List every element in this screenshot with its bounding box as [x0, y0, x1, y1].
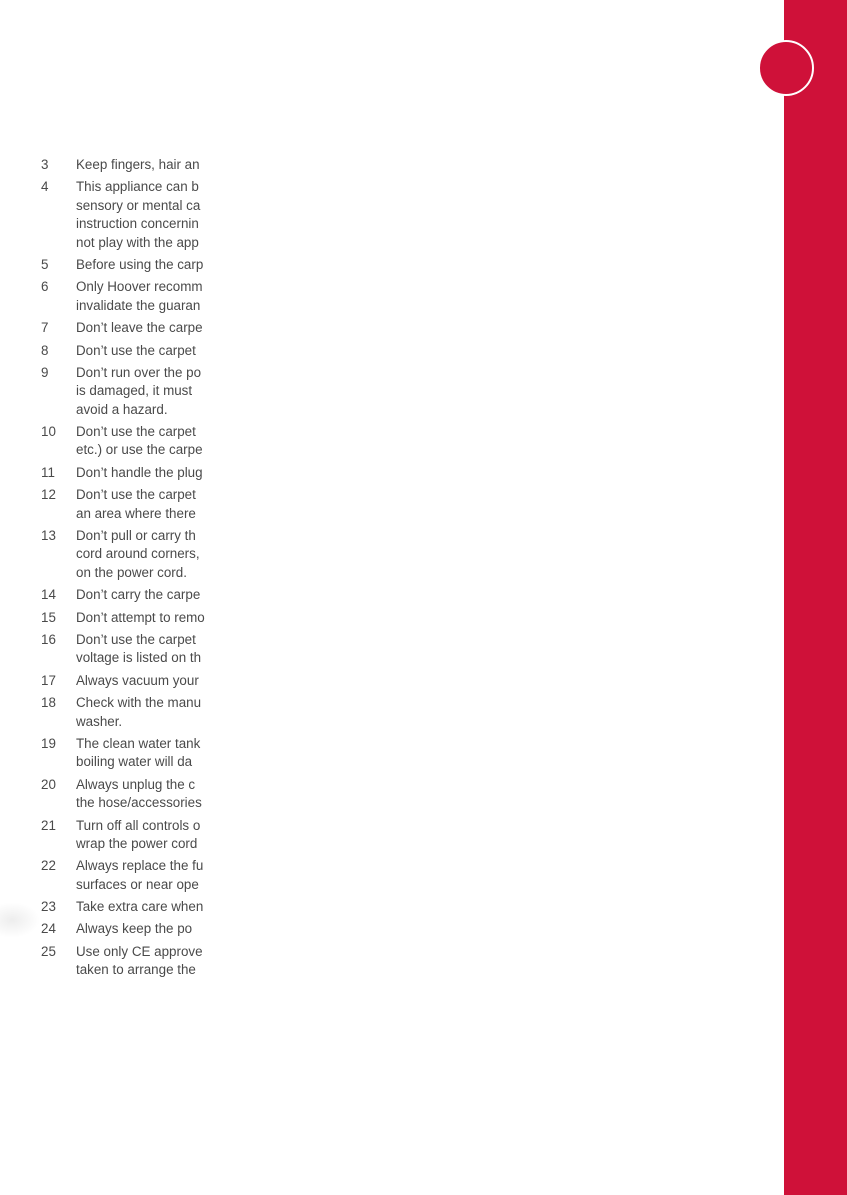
- list-item: [0, 278, 784, 315]
- list-item: [0, 898, 784, 916]
- item-text-line: on the power cord.: [76, 564, 187, 580]
- item-text-line: Don’t use the carpet: [76, 424, 196, 440]
- item-number: 16: [41, 631, 56, 647]
- list-item: [0, 857, 784, 894]
- item-text: [76, 586, 216, 604]
- item-text: [76, 817, 216, 854]
- item-text: [76, 342, 216, 360]
- list-item: [0, 631, 784, 668]
- item-text: [76, 278, 216, 315]
- accent-side-bar: [784, 0, 847, 1195]
- list-item: [0, 156, 784, 174]
- item-text: [76, 776, 216, 813]
- item-number: 11: [41, 464, 55, 480]
- list-item: [0, 586, 784, 604]
- item-text-line: instruction concernin: [76, 216, 199, 232]
- item-number: 13: [41, 528, 56, 544]
- item-number: 21: [41, 817, 56, 833]
- item-text-line: wrap the power cord: [76, 835, 198, 851]
- item-text-line: Don’t leave the carpe: [76, 320, 203, 336]
- item-number: 4: [41, 179, 49, 195]
- item-text-line: washer.: [76, 713, 123, 729]
- item-text: [76, 486, 216, 523]
- item-number: 7: [41, 320, 49, 336]
- item-text-line: taken to arrange the: [76, 962, 196, 978]
- item-text-line: Don’t pull or carry th: [76, 528, 196, 544]
- item-text: [76, 156, 216, 174]
- item-text-line: avoid a hazard.: [76, 401, 168, 417]
- item-text: [76, 178, 216, 252]
- item-text-line: Don’t attempt to remo: [76, 609, 205, 625]
- item-text: [76, 631, 216, 668]
- item-number: 8: [41, 342, 49, 358]
- item-text: [76, 364, 216, 419]
- item-text: [76, 423, 216, 460]
- item-text: [76, 319, 216, 337]
- item-text: [76, 898, 216, 916]
- item-text: [76, 609, 216, 627]
- item-number: 24: [41, 921, 56, 937]
- item-text: [76, 735, 216, 772]
- item-text: [76, 943, 216, 980]
- page-tab-circle: [758, 40, 814, 96]
- item-text-line: sensory or mental ca: [76, 197, 201, 213]
- list-item: [0, 943, 784, 980]
- item-number: 5: [41, 256, 49, 272]
- item-number: 10: [41, 424, 56, 440]
- list-item: [0, 364, 784, 419]
- item-text-line: the hose/accessories: [76, 795, 202, 811]
- list-item: [0, 319, 784, 337]
- item-number: 12: [41, 487, 56, 503]
- item-text-line: is damaged, it must: [76, 383, 193, 399]
- item-text: [76, 256, 216, 274]
- list-item: [0, 672, 784, 690]
- item-number: 18: [41, 695, 56, 711]
- item-text-line: an area where there: [76, 505, 196, 521]
- item-text-line: Don’t use the carpet: [76, 631, 196, 647]
- safety-instructions-list: [0, 156, 784, 984]
- item-number: 25: [41, 943, 56, 959]
- item-text: [76, 464, 216, 482]
- list-item: [0, 342, 784, 360]
- item-text: [76, 920, 216, 938]
- item-text: [76, 672, 216, 690]
- item-number: 19: [41, 735, 56, 751]
- item-number: 9: [41, 364, 49, 380]
- item-text-line: Don’t run over the po: [76, 364, 202, 380]
- list-item: [0, 464, 784, 482]
- item-text-line: This appliance can b: [76, 179, 199, 195]
- item-text-line: Always vacuum your: [76, 672, 199, 688]
- list-item: [0, 920, 784, 938]
- item-text-line: Take extra care when: [76, 899, 204, 915]
- item-number: 6: [41, 279, 49, 295]
- item-text-line: surfaces or near ope: [76, 876, 199, 892]
- list-item: [0, 776, 784, 813]
- list-item: [0, 817, 784, 854]
- item-number: 14: [41, 587, 56, 603]
- item-text-line: cord around corners,: [76, 546, 200, 562]
- item-text-line: not play with the app: [76, 234, 199, 250]
- item-text: [76, 527, 216, 582]
- item-text-line: Don’t use the carpet: [76, 342, 196, 358]
- item-text-line: Always unplug the c: [76, 776, 196, 792]
- item-text-line: Keep fingers, hair an: [76, 157, 200, 172]
- item-text-line: Always replace the fu: [76, 858, 204, 874]
- item-text-line: Always keep the po: [76, 921, 193, 937]
- list-item: [0, 735, 784, 772]
- list-item: [0, 609, 784, 627]
- list-item: [0, 486, 784, 523]
- item-number: 20: [41, 776, 56, 792]
- item-number: 23: [41, 899, 56, 915]
- list-item: [0, 178, 784, 252]
- item-number: 3: [41, 157, 49, 172]
- item-number: 17: [41, 672, 56, 688]
- item-text-line: Before using the carp: [76, 256, 204, 272]
- item-text: [76, 694, 216, 731]
- item-number: 15: [41, 609, 56, 625]
- item-number: 22: [41, 858, 56, 874]
- item-text-line: Don’t use the carpet: [76, 487, 196, 503]
- list-item: [0, 256, 784, 274]
- item-text: [76, 857, 216, 894]
- item-text-line: Only Hoover recomm: [76, 279, 203, 295]
- list-item: [0, 527, 784, 582]
- item-text-line: Turn off all controls o: [76, 817, 201, 833]
- item-text-line: voltage is listed on th: [76, 650, 202, 666]
- item-text-line: Don’t carry the carpe: [76, 587, 201, 603]
- list-item: [0, 423, 784, 460]
- item-text-line: Use only CE approve: [76, 943, 203, 959]
- list-item: [0, 694, 784, 731]
- item-text-line: boiling water will da: [76, 754, 193, 770]
- item-text-line: invalidate the guaran: [76, 297, 201, 313]
- item-text-line: Check with the manu: [76, 695, 202, 711]
- item-text-line: etc.) or use the carpe: [76, 442, 203, 458]
- item-text-line: Don’t handle the plug: [76, 464, 203, 480]
- item-text-line: The clean water tank: [76, 735, 201, 751]
